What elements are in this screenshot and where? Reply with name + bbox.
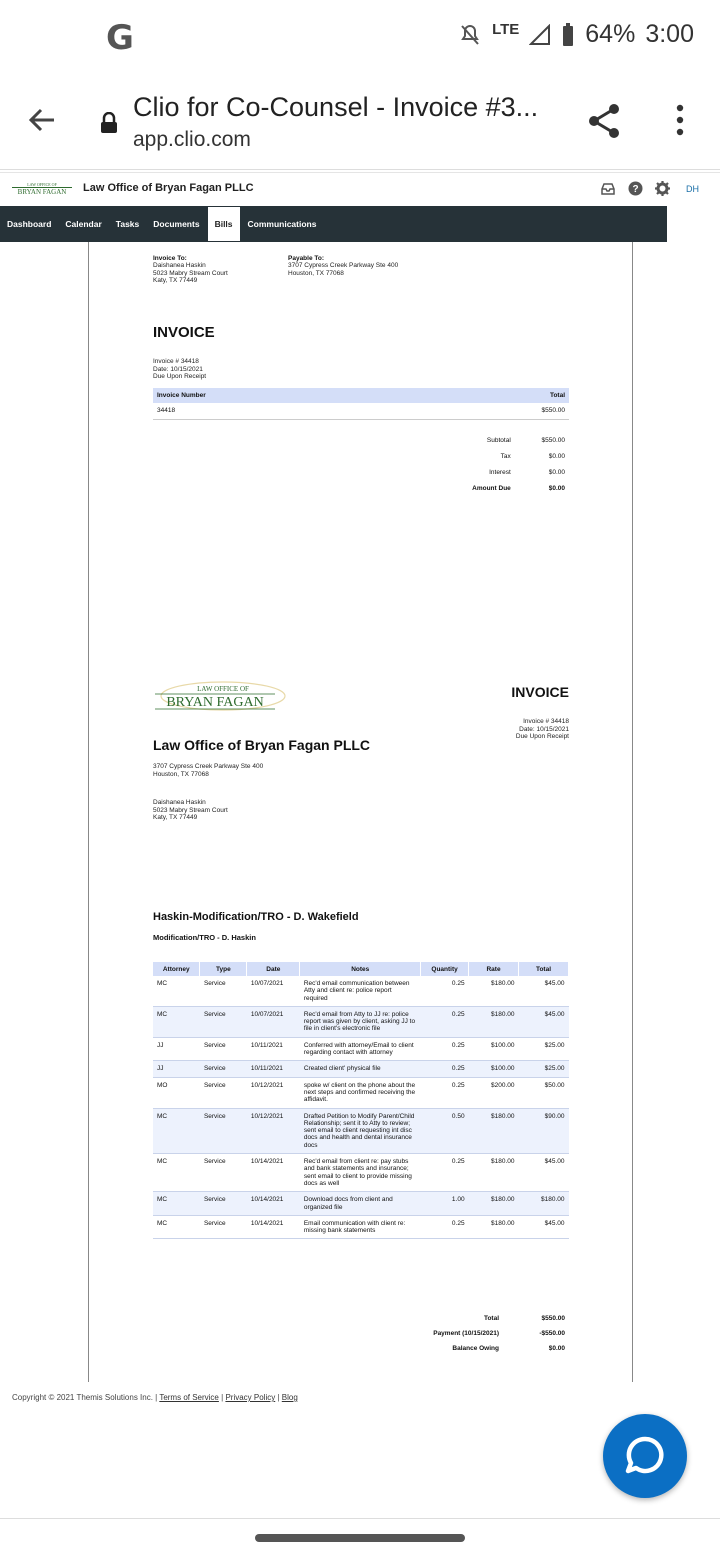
- invoice-to-block: [153, 255, 228, 285]
- cell-notes: Drafted Petition to Modify Parent/Child Relationship; sent it to Atty to review; sent email to client requesting int disc docs and health and dental insurance docs: [300, 1108, 421, 1153]
- table-row: [153, 1154, 569, 1192]
- payable-to-label: Payable To:: [288, 255, 325, 262]
- tax-label: Tax: [500, 452, 511, 460]
- tab-tasks[interactable]: Tasks: [115, 219, 140, 229]
- tab-bills[interactable]: Bills: [207, 206, 241, 242]
- column-header: Quantity: [421, 962, 469, 976]
- cell-attorney: MC: [153, 1108, 200, 1153]
- matter-title: Haskin-Modification/TRO - D. Wakefield: [153, 911, 359, 923]
- tab-calendar[interactable]: Calendar: [65, 219, 102, 229]
- cell-rate: $180.00: [469, 1215, 519, 1239]
- cell-attorney: MC: [153, 1154, 200, 1192]
- cell-quantity: 0.25: [421, 1154, 469, 1192]
- invoice-to-line: Daishanea Haskin: [153, 262, 206, 269]
- cell-date: 10/07/2021: [247, 1006, 300, 1037]
- browser-toolbar: [0, 72, 720, 170]
- cell-date: 10/11/2021: [247, 1061, 300, 1077]
- column-header: Rate: [469, 962, 519, 976]
- address-line: 5023 Mabry Stream Court: [153, 806, 228, 814]
- notifications-off-icon: [458, 23, 482, 47]
- cell-quantity: 0.25: [421, 1061, 469, 1077]
- cell-total: $180.00: [519, 1192, 569, 1216]
- cell-date: 10/07/2021: [247, 976, 300, 1006]
- invoice-to-label: Invoice To:: [153, 255, 187, 262]
- invoice-due: Due Upon Receipt: [153, 373, 207, 380]
- battery-icon: [561, 23, 575, 47]
- help-icon[interactable]: [628, 181, 643, 196]
- more-options-icon[interactable]: [672, 104, 688, 136]
- lte-indicator: LTE: [492, 21, 520, 38]
- cell-attorney: MC: [153, 976, 200, 1006]
- cell-notes: Conferred with attorney/Email to client regarding contact with attorney: [300, 1037, 421, 1061]
- page-title[interactable]: Clio for Co-Counsel - Invoice #3...: [133, 92, 539, 122]
- cell-attorney: JJ: [153, 1037, 200, 1061]
- svg-text:BRYAN FAGAN: BRYAN FAGAN: [17, 188, 67, 195]
- page-footer: [12, 1393, 298, 1402]
- cell-date: 10/14/2021: [247, 1154, 300, 1192]
- column-header: Date: [247, 962, 300, 976]
- cell-rate: $180.00: [469, 1192, 519, 1216]
- total-value: $550.00: [541, 1315, 565, 1322]
- invoice-meta: [153, 358, 206, 381]
- line-items-table: [153, 962, 569, 1239]
- cell-attorney: MC: [153, 1215, 200, 1239]
- column-header: Attorney: [153, 962, 200, 976]
- cell-total: $50.00: [519, 1077, 569, 1108]
- main-nav: [0, 206, 667, 242]
- footer-separator: |: [221, 1393, 224, 1402]
- balance-owing-label: Balance Owing: [452, 1345, 499, 1352]
- invoice-totals: [429, 432, 569, 496]
- invoice-number: Invoice # 34418: [153, 358, 199, 365]
- address-line: 3707 Cypress Creek Parkway Ste 400: [153, 763, 264, 770]
- firm-name-heading: Law Office of Bryan Fagan PLLC: [153, 737, 371, 753]
- firm-logo[interactable]: [12, 181, 72, 195]
- cell-total: $45.00: [519, 1154, 569, 1192]
- invoice-heading-2: INVOICE: [511, 684, 569, 700]
- tab-documents[interactable]: Documents: [153, 219, 200, 229]
- cell-total: $45.00: [519, 1006, 569, 1037]
- clock: 3:00: [645, 20, 694, 48]
- invoice-date: Date: 10/15/2021: [519, 725, 569, 733]
- home-gesture-handle[interactable]: [255, 1534, 465, 1542]
- table-row: [153, 1108, 569, 1153]
- cell-rate: $100.00: [469, 1061, 519, 1077]
- table-row: [153, 976, 569, 1006]
- cell-attorney: JJ: [153, 1061, 200, 1077]
- cell-quantity: 0.25: [421, 976, 469, 1006]
- cell-notes: Rec'd email from client re: pay stubs and bank statements and insurance; sent email to client to provide missing docs as well: [300, 1154, 421, 1192]
- tab-dashboard[interactable]: Dashboard: [7, 219, 52, 229]
- cell-quantity: 0.25: [421, 1077, 469, 1108]
- column-header: Invoice Number: [157, 392, 206, 399]
- invoice-date: Date: 10/15/2021: [153, 365, 203, 373]
- system-nav-bar: [0, 1518, 720, 1560]
- google-icon: G: [106, 18, 134, 58]
- firm-address: [153, 763, 263, 778]
- cell-rate: $180.00: [469, 1108, 519, 1153]
- user-initials[interactable]: DH: [686, 183, 699, 194]
- invoice-summary-table: [153, 388, 569, 420]
- cell-date: 10/11/2021: [247, 1037, 300, 1061]
- tax-value: $0.00: [548, 452, 565, 460]
- invoice-to-line: Katy, TX 77449: [153, 277, 198, 284]
- cell-type: Service: [200, 1192, 247, 1216]
- logo-big-text: BRYAN FAGAN: [166, 695, 264, 710]
- battery-level: 64%: [585, 20, 636, 48]
- column-header: Type: [200, 962, 247, 976]
- client-address: [153, 799, 228, 822]
- cell-total: $90.00: [519, 1108, 569, 1153]
- column-header: Notes: [300, 962, 421, 976]
- page-url[interactable]: app.clio.com: [133, 128, 251, 151]
- blog-link[interactable]: Blog: [281, 1393, 298, 1402]
- cell-rate: $100.00: [469, 1037, 519, 1061]
- column-header: Total: [549, 392, 565, 399]
- cell-notes: Created client' physical file: [300, 1061, 421, 1077]
- total-label: Total: [483, 1315, 499, 1322]
- address-line: Houston, TX 77068: [153, 770, 209, 778]
- cell-quantity: 0.50: [421, 1108, 469, 1153]
- invoice-number: Invoice # 34418: [523, 718, 569, 725]
- cell-date: 10/12/2021: [247, 1077, 300, 1108]
- cell-type: Service: [200, 1061, 247, 1077]
- cell-quantity: 1.00: [421, 1192, 469, 1216]
- firm-name: Law Office of Bryan Fagan PLLC: [83, 182, 254, 194]
- cell-total: $25.00: [519, 1037, 569, 1061]
- terms-of-service-link[interactable]: Terms of Service: [159, 1393, 219, 1402]
- table-row: [153, 1192, 569, 1216]
- payable-to-line: 3707 Cypress Creek Parkway Ste 400: [288, 262, 399, 269]
- cell-attorney: MC: [153, 1006, 200, 1037]
- table-row: [153, 1006, 569, 1037]
- payment-value: -$550.00: [539, 1330, 565, 1337]
- table-row: [153, 1061, 569, 1077]
- chat-button[interactable]: [603, 1414, 687, 1498]
- tab-communications[interactable]: Communications: [247, 219, 317, 229]
- payment-totals: [389, 1311, 569, 1356]
- invoice-due: Due Upon Receipt: [515, 733, 569, 740]
- svg-text:?: ?: [632, 184, 639, 195]
- cell-total: $25.00: [519, 1061, 569, 1077]
- inbox-icon[interactable]: [600, 182, 616, 196]
- copyright-text: Copyright © 2021 Themis Solutions Inc. |: [12, 1393, 158, 1402]
- subtotal-label: Subtotal: [486, 436, 511, 444]
- table-cell: 34418: [157, 407, 176, 415]
- cell-attorney: MC: [153, 1192, 200, 1216]
- table-cell: $550.00: [541, 407, 565, 415]
- amount-due-value: $0.00: [548, 484, 565, 492]
- payable-to-block: [288, 255, 398, 277]
- settings-gear-icon[interactable]: [655, 181, 670, 196]
- footer-separator: |: [277, 1393, 280, 1402]
- payment-label: Payment (10/15/2021): [433, 1330, 499, 1337]
- invoice-heading: INVOICE: [153, 324, 215, 341]
- cell-notes: Download docs from client and organized file: [300, 1192, 421, 1216]
- interest-value: $0.00: [548, 468, 565, 476]
- cell-total: $45.00: [519, 976, 569, 1006]
- payable-to-line: Houston, TX 77068: [288, 269, 344, 277]
- cell-date: 10/14/2021: [247, 1215, 300, 1239]
- cell-type: Service: [200, 1215, 247, 1239]
- cell-date: 10/12/2021: [247, 1108, 300, 1153]
- chat-bubble-icon: [603, 1414, 687, 1498]
- cell-quantity: 0.25: [421, 1037, 469, 1061]
- cell-type: Service: [200, 1006, 247, 1037]
- cell-notes: Rec'd email from Atty to JJ re: police report was given by client, asking JJ to file in client's electronic file: [300, 1006, 421, 1037]
- cell-notes: spoke w/ client on the phone about the next steps and confirmed receiving the affidavit.: [300, 1077, 421, 1108]
- cell-attorney: MO: [153, 1077, 200, 1108]
- back-arrow-icon[interactable]: [24, 102, 60, 138]
- privacy-policy-link[interactable]: Privacy Policy: [225, 1393, 276, 1402]
- share-icon[interactable]: [585, 102, 623, 140]
- cell-type: Service: [200, 1108, 247, 1153]
- logo-small-text: LAW OFFICE OF: [197, 685, 249, 693]
- balance-owing-value: $0.00: [548, 1345, 565, 1352]
- invoice-document: [88, 242, 633, 1382]
- svg-text:LAW OFFICE OF: LAW OFFICE OF: [27, 182, 57, 187]
- cell-rate: $180.00: [469, 1006, 519, 1037]
- table-row: [153, 1215, 569, 1239]
- cell-date: 10/14/2021: [247, 1192, 300, 1216]
- status-bar: [0, 0, 720, 72]
- cell-type: Service: [200, 1037, 247, 1061]
- table-row: [153, 1077, 569, 1108]
- clio-header: [0, 172, 720, 206]
- cell-quantity: 0.25: [421, 1215, 469, 1239]
- interest-label: Interest: [489, 468, 511, 476]
- invoice-meta-2: [469, 718, 569, 741]
- signal-icon: [529, 24, 551, 46]
- table-row: [153, 1037, 569, 1061]
- cell-notes: Rec'd email communication between Atty and client re: police report required: [300, 976, 421, 1006]
- matter-subtitle: Modification/TRO - D. Haskin: [153, 933, 256, 942]
- cell-type: Service: [200, 1077, 247, 1108]
- column-header: Total: [519, 962, 569, 976]
- amount-due-label: Amount Due: [472, 484, 511, 492]
- cell-rate: $180.00: [469, 976, 519, 1006]
- cell-total: $45.00: [519, 1215, 569, 1239]
- subtotal-value: $550.00: [541, 436, 565, 444]
- address-line: Daishanea Haskin: [153, 799, 206, 806]
- lock-icon: [99, 112, 119, 134]
- address-line: Katy, TX 77449: [153, 814, 198, 821]
- cell-type: Service: [200, 976, 247, 1006]
- cell-rate: $200.00: [469, 1077, 519, 1108]
- cell-quantity: 0.25: [421, 1006, 469, 1037]
- cell-rate: $180.00: [469, 1154, 519, 1192]
- firm-logo: [153, 678, 288, 714]
- status-icons: [458, 20, 694, 49]
- invoice-to-line: 5023 Mabry Stream Court: [153, 269, 228, 277]
- cell-type: Service: [200, 1154, 247, 1192]
- cell-notes: Email communication with client re: missing bank statements: [300, 1215, 421, 1239]
